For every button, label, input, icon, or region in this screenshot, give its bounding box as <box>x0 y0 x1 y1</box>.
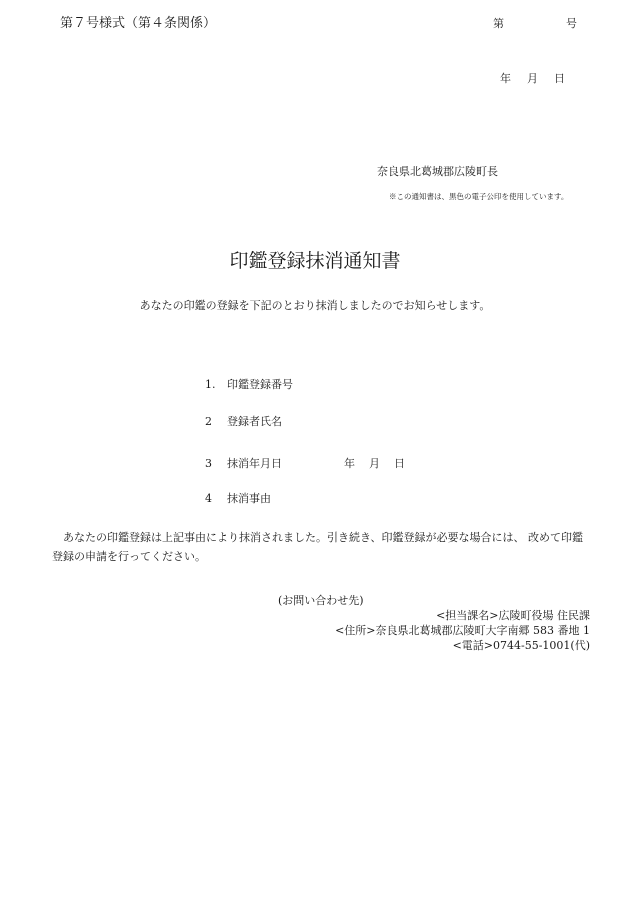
issue-date-day: 日 <box>554 72 565 85</box>
contact-address: <住所>奈良県北葛城郡広陵町大字南郷 583 番地 1 <box>335 624 590 637</box>
item-label: 登録者氏名 <box>227 415 282 428</box>
item-label: 抹消年月日 <box>227 457 282 470</box>
item-label: 抹消事由 <box>227 492 271 505</box>
item-number: 2 <box>205 415 212 428</box>
document-number <box>493 15 577 31</box>
item-label: 印鑑登録番号 <box>227 378 293 391</box>
item-number: 4 <box>205 492 212 505</box>
issue-date-month: 月 <box>527 72 538 85</box>
item-cancellation-reason <box>205 490 271 506</box>
seal-note: ※この通知書は、黒色の電子公印を使用しています。 <box>389 192 569 201</box>
cancellation-year: 年 <box>344 457 355 470</box>
body-paragraph-text: あなたの印鑑登録は上記事由により抹消されました。引き続き、印鑑登録が必要な場合には、 改めて印鑑登録の申請を行ってください。 <box>52 531 584 563</box>
contact-heading: (お問い合わせ先) <box>278 594 364 607</box>
body-paragraph <box>52 528 592 566</box>
contact-phone: <電話>0744-55-1001(代) <box>452 639 590 652</box>
item-number: 3 <box>205 457 212 470</box>
item-cancellation-date <box>205 455 405 471</box>
issue-date-year: 年 <box>500 72 511 85</box>
document-number-prefix: 第 <box>493 17 504 30</box>
cancellation-month: 月 <box>369 457 380 470</box>
form-label: 第７号様式（第４条関係） <box>60 16 217 31</box>
item-number: 1. <box>205 378 216 391</box>
cancellation-day: 日 <box>394 457 405 470</box>
document-number-suffix: 号 <box>566 17 577 30</box>
document-title: 印鑑登録抹消通知書 <box>229 250 401 272</box>
issuer-name: 奈良県北葛城郡広陵町長 <box>377 165 498 178</box>
contact-department: <担当課名>広陵町役場 住民課 <box>436 609 590 622</box>
cancellation-date-fields <box>344 455 405 471</box>
issue-date <box>500 70 565 86</box>
item-registration-number <box>205 376 293 392</box>
item-registrant-name <box>205 413 282 429</box>
intro-text: あなたの印鑑の登録を下記のとおり抹消しましたのでお知らせします。 <box>139 299 491 312</box>
